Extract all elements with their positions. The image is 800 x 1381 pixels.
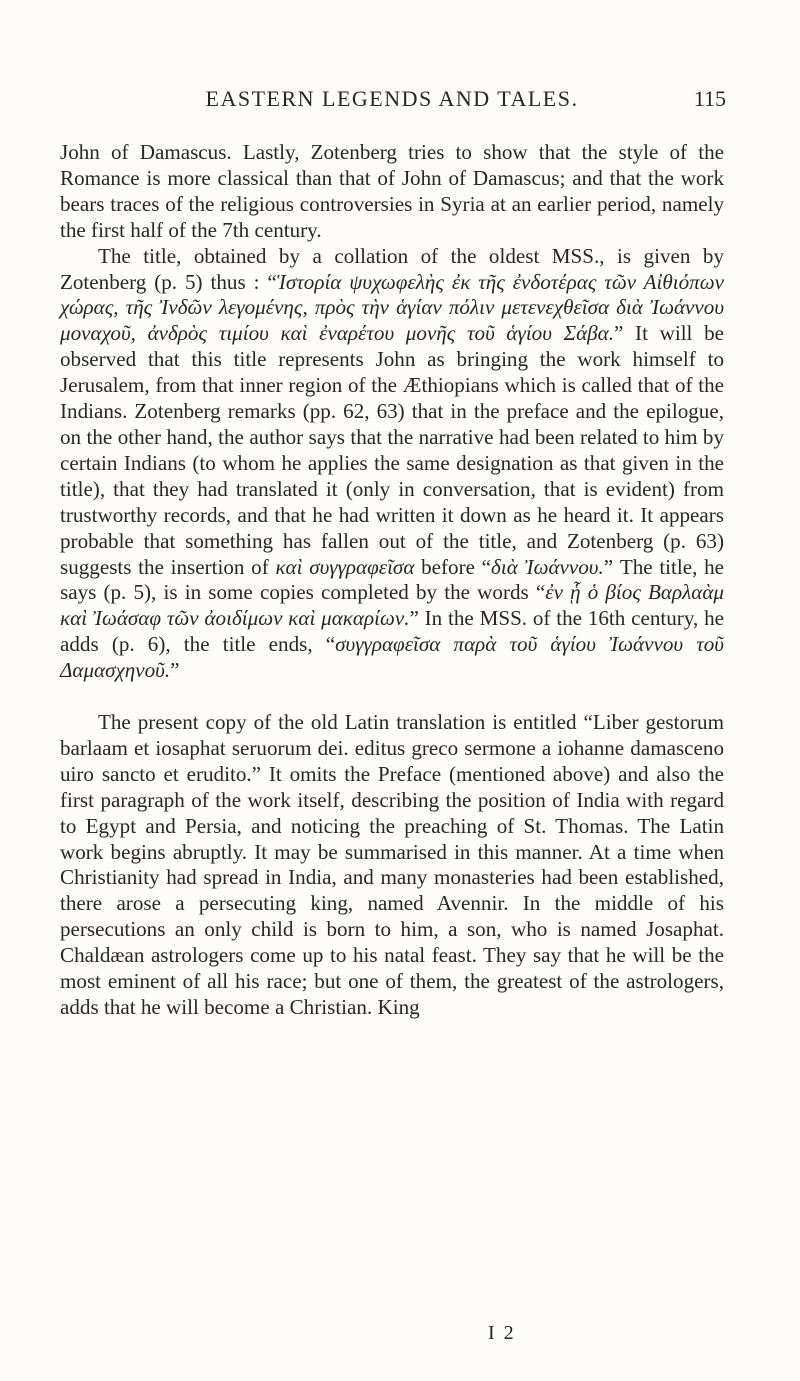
- text-run: ”: [170, 658, 180, 683]
- paragraph-1: [60, 140, 724, 244]
- greek-phrase: διὰ Ἰωάννου.: [491, 554, 604, 579]
- text-run: ” The title, he says (p. 5), is in some copies completed by the words “: [60, 554, 724, 605]
- text-run: The title, obtained by a collation of the oldest MSS., is given by Zotenberg (p. 5) thus : “: [60, 243, 724, 294]
- text-run: ” It will be observed that this title represents John as bringing the work himself to Jerusalem, from that inner region of the Æthiopians which is called that of the Indians. Zotenberg remarks (pp. 62, 63) that in the preface and the epilogue, on the other hand, the author says that the narrative had been related to him by certain Indians (to whom he applies the same designation as that given in the title), that they had translated it (only in conversation, that is evident) from trustworthy records, and that he had written it down as he heard it. It appears probable that something has fallen out of the title, and Zotenberg (p. 63) suggests the insertion of: [60, 321, 724, 579]
- body-text: [60, 140, 724, 1021]
- paragraph-2: [60, 244, 724, 684]
- page-number: 115: [693, 86, 726, 111]
- paragraph-1-text: John of Damascus. Lastly, Zotenberg tries to show that the style of the Romance is more classical than that of John of Damascus; and that the work bears traces of the religious controversies in Syria at an earlier period, namely the first half of the 7th century.: [60, 140, 724, 242]
- signature-mark: I 2: [488, 1322, 516, 1344]
- paragraph-3-text: The present copy of the old Latin translation is entitled “Liber gestorum barlaam et iosaphat seruorum dei. editus greco sermone a iohanne damasceno uiro sancto et erudito.” It omits the Preface (mentioned above) and also the first paragraph of the work itself, describing the position of India with regard to Egypt and Persia, and noticing the preaching of St. Thomas. The Latin work begins abruptly. It may be summarised in this manner. At a time when Christianity had spread in India, and many monasteries had been established, there arose a persecuting king, named Avennir. In the middle of his persecutions an only child is born to him, a son, who is named Josaphat. Chaldæan astrologers come up to his natal feast. They say that he will be the most eminent of all his race; but one of them, the greatest of the astrologers, adds that he will become a Christian. King: [60, 710, 724, 1019]
- greek-phrase: ἐν ᾗ ὁ βίος Βαρλαὰμ καὶ Ἰωάσαφ τῶν ἀοιδίμων καὶ μακαρίων.: [60, 580, 724, 631]
- text-run: ” In the MSS. of the 16th century, he adds (p. 6), the title ends, “: [60, 606, 724, 657]
- greek-phrase: καὶ συγγραφεῖσα: [275, 554, 415, 579]
- running-title: EASTERN LEGENDS AND TALES.: [205, 86, 579, 111]
- greek-title: Ἱστορία ψυχωφελὴς ἐκ τῆς ἐνδοτέρας τῶν Αἰθιόπων χώρας, τῆς Ἰνδῶν λεγομένης, πρὸς τὴν ἁγίαν πόλιν μετενεχθεῖσα διὰ Ἰωάννου μοναχοῦ, ἀνδρὸς τιμίου καὶ ἐναρέτου μονῆς τοῦ ἁγίου Σάβα.: [60, 269, 724, 346]
- greek-phrase: συγγραφεῖσα παρὰ τοῦ ἁγίου Ἰωάννου τοῦ Δαμασχηνοῦ.: [60, 632, 724, 683]
- text-run: before “: [414, 554, 492, 579]
- running-head: [58, 86, 726, 116]
- paragraph-3: [60, 710, 724, 1021]
